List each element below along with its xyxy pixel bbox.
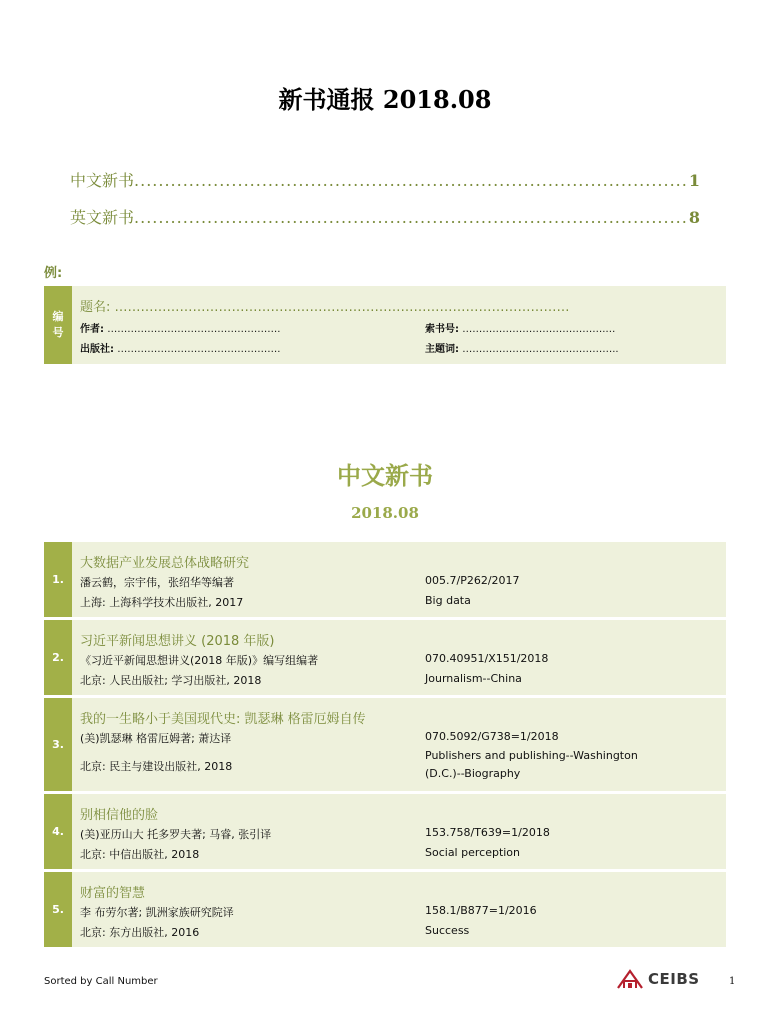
book-call-number: 070.40951/X151/2018 [425,652,549,665]
book-title: 财富的智慧 [80,886,146,901]
book-subject: Journalism--China [425,672,522,685]
book-title: 大数据产业发展总体战略研究 [80,556,250,571]
book-title: 我的一生略小于美国现代史: 凯瑟琳 格雷厄姆自传 [80,712,366,727]
ceibs-logo [616,968,700,990]
example-subject-label: 主题词: [425,344,459,355]
toc-label: 英文新书 [70,208,135,227]
book-author: 李 布劳尔著; 凯洲家族研究院译 [80,906,234,919]
page-number: 1 [729,976,736,987]
book-subject: Success [425,924,470,937]
book-call-number: 158.1/B877=1/2016 [425,904,537,917]
book-author: 潘云鹤，宗宇伟，张绍华等编著 [80,576,234,589]
example-side-label-2: 号 [52,326,64,339]
book-number: 3. [44,698,72,791]
example-author-dots: ……………………………………………. [107,324,281,335]
book-author: 《习近平新闻思想讲义(2018 年版)》编写组编著 [80,654,319,667]
example-author-label: 作者: [80,324,104,335]
logo-wordmark: CEIBS [648,970,700,988]
book-call-number: 153.758/T639=1/2018 [425,826,550,839]
book-publisher: 上海: 上海科学技术出版社, 2017 [80,596,244,609]
example-subject [425,340,619,355]
section-title: 中文新书 [337,462,433,490]
example-box [44,286,726,364]
book-entry[interactable] [44,698,726,791]
example-subject-dots: ……………………………………….. [462,344,619,355]
book-author: (美)凯瑟琳 格雷厄姆著; 萧达译 [80,732,232,745]
toc-page-number: 1 [688,171,700,190]
book-publisher: 北京: 中信出版社, 2018 [80,848,200,861]
example-call-number [425,320,615,335]
ceibs-emblem-icon [616,968,644,990]
book-publisher: 北京: 人民出版社; 学习出版社, 2018 [80,674,262,687]
book-number: 2. [44,620,72,695]
book-entry[interactable] [44,620,726,695]
book-number: 1. [44,542,72,617]
book-number: 4. [44,794,72,869]
toc-leader [134,208,689,227]
book-subject: Publishers and publishing--Washington (D.C.)--Biography [425,749,638,780]
book-publisher: 北京: 民主与建设出版社, 2018 [80,760,233,773]
example-side-bar [44,286,72,364]
book-title: 别相信他的脸 [80,808,159,823]
book-entry[interactable] [44,542,726,617]
book-subject: Social perception [425,846,521,859]
example-side-label-1: 编 [52,310,64,323]
example-title-line: 题名: …………………………………………………………………………………………… [80,300,570,315]
example-callno-dots: …………………………………….… [462,324,616,335]
example-author [80,320,280,335]
book-entry[interactable] [44,794,726,869]
book-subject: Big data [425,594,471,607]
section-date: 2018.08 [351,504,419,522]
book-call-number: 070.5092/G738=1/2018 [425,730,559,743]
book-author: (美)亚历山大 托多罗夫著; 马睿, 张引译 [80,828,272,841]
book-number: 5. [44,872,72,947]
example-publisher-dots: …………………………………………. [117,344,281,355]
page-title: 新书通报 2018.08 [278,85,492,114]
book-publisher: 北京: 东方出版社, 2016 [80,926,200,939]
example-publisher-label: 出版社: [80,344,114,355]
book-call-number: 005.7/P262/2017 [425,574,520,587]
sort-note: Sorted by Call Number [44,976,158,987]
example-publisher [80,340,280,355]
example-callno-label: 索书号: [425,324,459,335]
example-label: 例: [44,266,63,281]
book-title: 习近平新闻思想讲义 (2018 年版) [80,634,275,649]
toc-item-chinese[interactable] [70,168,700,190]
toc-leader [134,171,689,190]
toc-label: 中文新书 [70,171,135,190]
toc-page-number: 8 [688,208,700,227]
book-entry[interactable] [44,872,726,947]
toc-item-english[interactable] [70,205,700,227]
